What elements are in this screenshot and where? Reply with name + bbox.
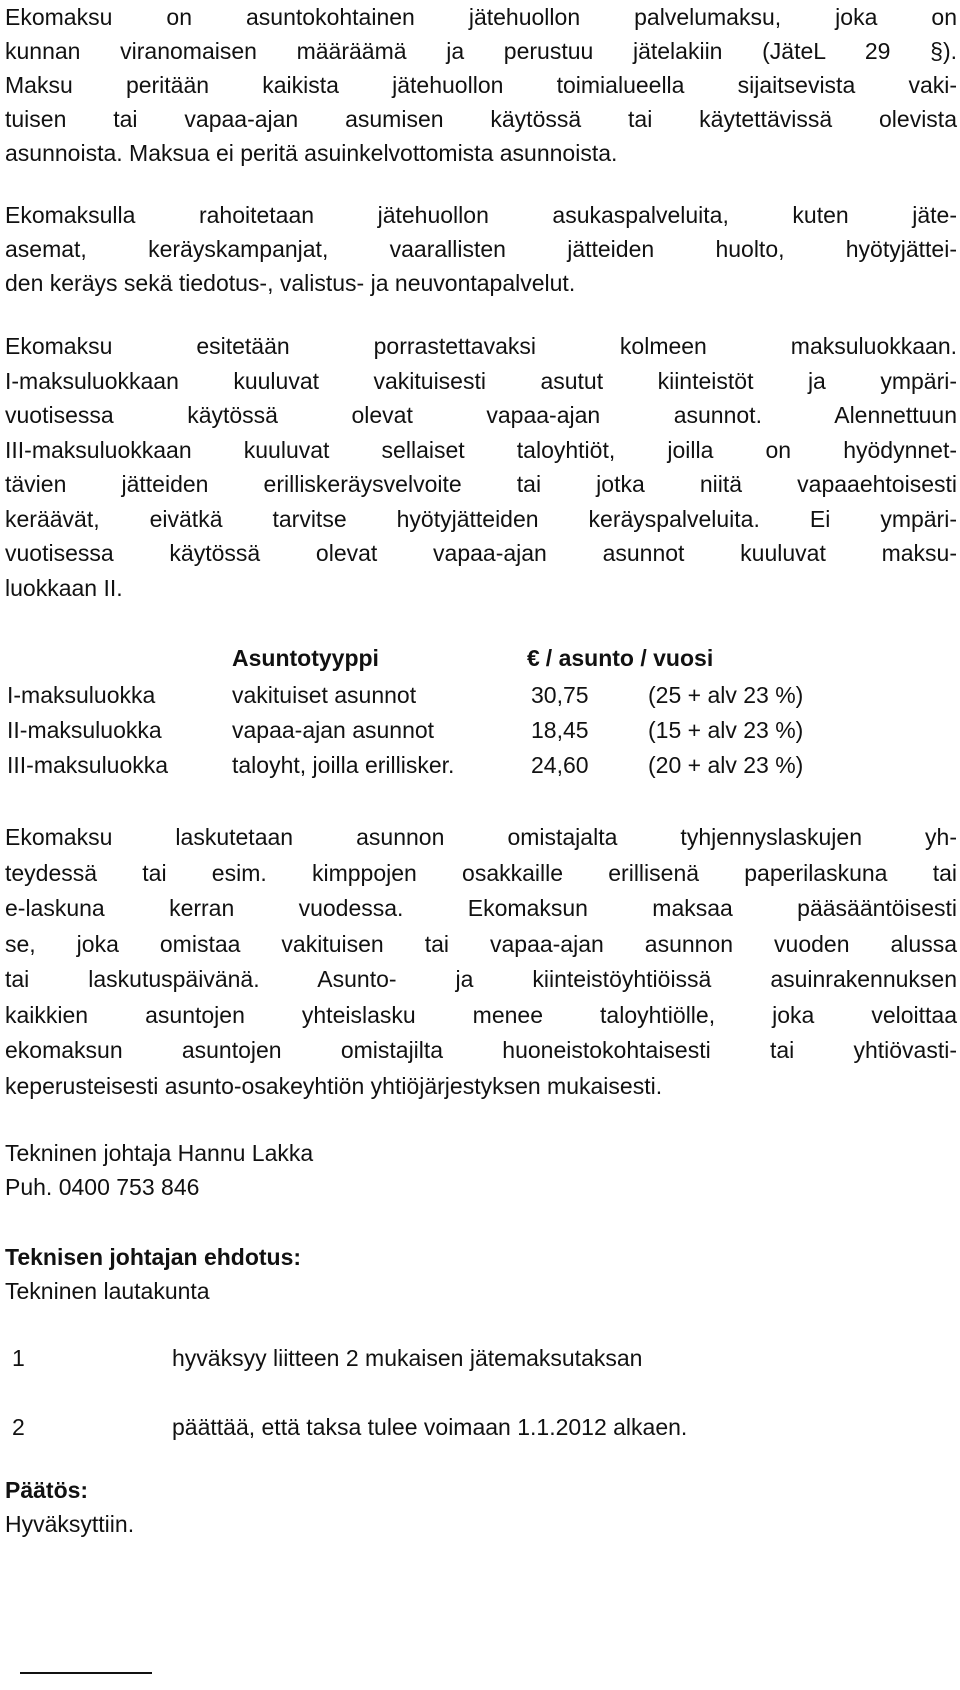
text-line: kaikkien asuntojen yhteislasku menee taloyhtiölle, joka veloittaa [5,1002,957,1028]
price-detail-cell: (25 + alv 23 %) [648,682,804,708]
text-line: Ekomaksu laskutetaan asunnon omistajalta tyhjennyslaskujen yh- [5,824,957,850]
text-line: I-maksuluokkaan kuuluvat vakituisesti asutut kiinteistöt ja ympäri- [5,368,957,394]
proposal-body: Tekninen lautakunta [5,1278,210,1304]
price-cell: 18,45 [531,717,589,743]
text-line: ekomaksun asuntojen omistajilta huoneistokohtaisesti tai yhtiövasti- [5,1037,957,1063]
text-line: se, joka omistaa vakituisen tai vapaa-ajan asunnon vuoden alussa [5,931,957,957]
text-line: asemat, keräyskampanjat, vaarallisten jätteiden huolto, hyötyjättei- [5,236,957,262]
price-cell: 24,60 [531,752,589,778]
text-line: teydessä tai esim. kimppojen osakkaille erillisenä paperilaskuna tai [5,860,957,886]
text-line: den keräys sekä tiedotus-, valistus- ja neuvontapalvelut. [5,270,576,296]
decision-body: Hyväksyttiin. [5,1511,135,1537]
text-line: tuisen tai vapaa-ajan asumisen käytössä tai käytettävissä olevista [5,106,957,132]
fee-class-cell: III-maksuluokka [7,752,169,778]
text-line: e-laskuna kerran vuodessa. Ekomaksun maksaa pääsääntöisesti [5,895,957,921]
column-header-price-label: / asunto / vuosi [545,645,714,671]
signature-line [20,1672,152,1674]
text-line: vuotisessa käytössä olevat vapaa-ajan asunnot kuuluvat maksu- [5,540,957,566]
housing-type-cell: vakituiset asunnot [232,682,417,708]
list-item-number: 1 [12,1345,25,1371]
text-line: luokkaan II. [5,575,123,601]
text-line: III-maksuluokkaan kuuluvat sellaiset taloyhtiöt, joilla on hyödynnet- [5,437,957,463]
contact-phone: Puh. 0400 753 846 [5,1174,200,1200]
column-header-type: Asuntotyyppi [232,645,379,671]
proposal-heading: Teknisen johtajan ehdotus: [5,1244,302,1270]
decision-heading: Päätös: [5,1477,89,1503]
housing-type-cell: vapaa-ajan asunnot [232,717,435,743]
text-line: vuotisessa käytössä olevat vapaa-ajan asunnot. Alennettuun [5,402,957,428]
text-line: Ekomaksu esitetään porrastettavaksi kolmeen maksuluokkaan. [5,333,957,359]
text-line: kunnan viranomaisen määräämä ja perustuu jätelakiin (JäteL 29 §). [5,38,957,64]
list-item-text: päättää, että taksa tulee voimaan 1.1.2012 alkaen. [172,1414,688,1440]
text-line: keräävät, eivätkä tarvitse hyötyjätteiden keräyspalveluita. Ei ympäri- [5,506,957,532]
text-line: keperusteisesti asunto-osakeyhtiön yhtiöjärjestyksen mukaisesti. [5,1073,663,1099]
fee-class-cell: I-maksuluokka [7,682,156,708]
text-line: tai laskutuspäivänä. Asunto- ja kiinteistöyhtiöissä asuinrakennuksen [5,966,957,992]
text-line: Maksu peritään kaikista jätehuollon toimialueella sijaitsevista vaki- [5,72,957,98]
text-line: Ekomaksulla rahoitetaan jätehuollon asukaspalveluita, kuten jäte- [5,202,957,228]
price-detail-cell: (15 + alv 23 %) [648,717,804,743]
text-line: asunnoista. Maksua ei peritä asuinkelvottomista asunnoista. [5,140,618,166]
price-detail-cell: (20 + alv 23 %) [648,752,804,778]
list-item-number: 2 [12,1414,25,1440]
text-line: tävien jätteiden erilliskeräysvelvoite tai jotka niitä vapaaehtoisesti [5,471,957,497]
list-item-text: hyväksyy liitteen 2 mukaisen jätemaksutaksan [172,1345,643,1371]
fee-class-cell: II-maksuluokka [7,717,162,743]
text-line: Ekomaksu on asuntokohtainen jätehuollon palvelumaksu, joka on [5,4,957,30]
column-header-price [527,641,713,675]
contact-name: Tekninen johtaja Hannu Lakka [5,1140,314,1166]
price-cell: 30,75 [531,682,589,708]
housing-type-cell: taloyht, joilla erillisker. [232,752,455,778]
euro-icon: € [527,645,540,671]
